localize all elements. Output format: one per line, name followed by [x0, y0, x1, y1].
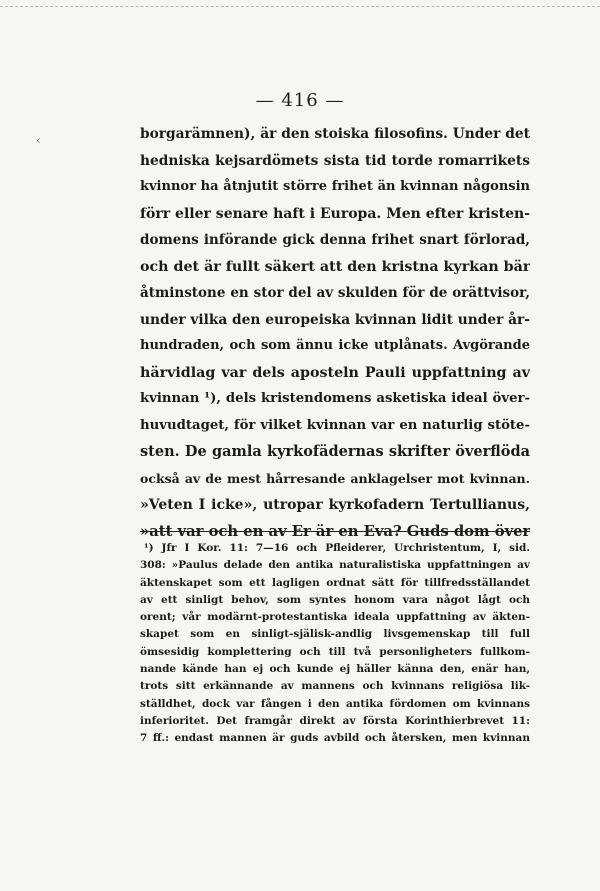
- page-number: — 416 —: [255, 90, 345, 111]
- body-line: och det är fullt säkert att den kristna kyrkan bär: [140, 258, 530, 275]
- footnote-line: skapet som en sinligt-själisk-andlig livsgemenskap till full: [140, 628, 530, 641]
- footnote-block: [140, 540, 530, 748]
- body-line: hundraden, och som ännu icke utplånats. Avgörande: [140, 338, 530, 353]
- footnote-line: nande kände han ej och kunde ej häller känna den, enär han,: [140, 663, 530, 676]
- body-line: borgarämnen), är den stoiska filosofins. Under det: [140, 126, 530, 142]
- body-line: kvinnor ha åtnjutit större frihet än kvinnan någonsin: [140, 179, 530, 194]
- footnote-line: 7 ff.: endast mannen är guds avbild och återsken, men kvinnan: [140, 732, 530, 745]
- footnote-line: inferioritet. Det framgår direkt av första Korinthierbrevet 11:: [140, 714, 530, 727]
- footnote-line: trots sitt erkännande av mannens och kvinnans religiösa lik-: [140, 680, 530, 693]
- footnote-line: ömsesidig komplettering och till två personligheters fullkom-: [140, 645, 530, 658]
- body-line: under vilka den europeiska kvinnan lidit under år-: [140, 311, 530, 328]
- footnote-line: ställdhet, dock var fången i den antika fördomen om kvinnans: [140, 697, 530, 710]
- footnote-line: ¹) Jfr I Kor. 11: 7—16 och Pfleiderer, Urchristentum, I, sid.: [144, 542, 530, 554]
- body-line: förr eller senare haft i Europa. Men efter kristen-: [140, 205, 530, 222]
- body-line: kvinnan ¹), dels kristendomens asketiska ideal över-: [140, 391, 530, 406]
- top-edge-rule: [0, 6, 600, 7]
- body-line: huvudtaget, för vilket kvinnan var en naturlig stöte-: [140, 417, 530, 433]
- footnote-divider: [140, 531, 530, 532]
- body-line: sten. De gamla kyrkofädernas skrifter överflöda: [140, 443, 530, 460]
- body-line: hedniska kejsardömets sista tid torde romarrikets: [140, 152, 530, 169]
- body-line: härvidlag var dels aposteln Pauli uppfattning av: [140, 364, 530, 381]
- footnote-line: äktenskapet som ett lagligen ordnat sätt för tillfredsställandet: [140, 576, 530, 589]
- body-line: »att var och en av Er är en Eva? Guds dom över: [140, 522, 530, 540]
- body-line: »Veten I icke», utropar kyrkofadern Tertullianus,: [140, 497, 530, 513]
- body-line: domens införande gick denna frihet snart förlorad,: [140, 232, 530, 248]
- body-line: åtminstone en stor del av skulden för de orättvisor,: [140, 285, 530, 301]
- margin-mark: ‹: [36, 133, 41, 147]
- footnote-line: 308: »Paulus delade den antika naturalistiska uppfattningen av: [140, 559, 530, 572]
- body-line: också av de mest hårresande anklagelser mot kvinnan.: [140, 470, 530, 486]
- footnote-line: av ett sinligt behov, som syntes honom vara något lågt och: [140, 593, 530, 606]
- footnote-line: orent; vår modärnt-protestantiska ideala uppfattning av äkten-: [140, 611, 530, 624]
- body-text: [140, 121, 530, 545]
